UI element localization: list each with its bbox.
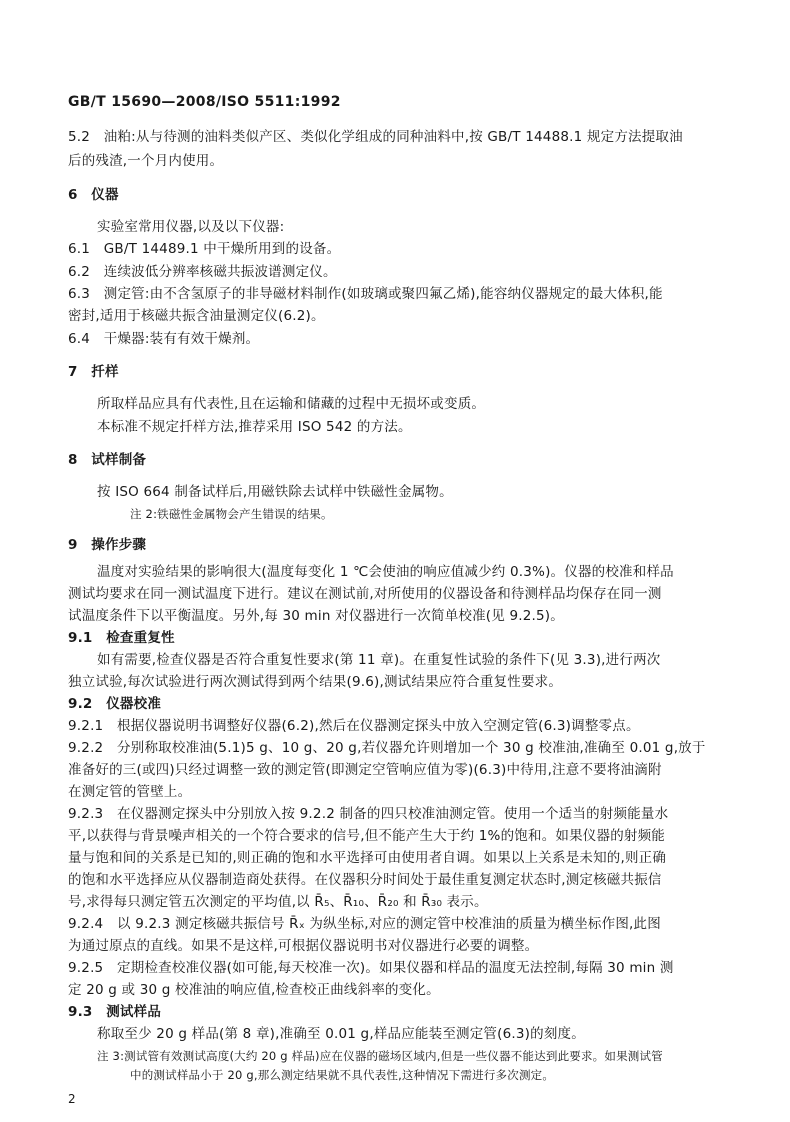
- clause-9-2-3-line-5: 号,求得每只测定管五次测定的平均值,以 R̄₅、R̄₁₀、R̄₂₀ 和 R̄₃₀ 表示。: [68, 894, 488, 910]
- page-number: 2: [68, 1092, 76, 1106]
- paragraph-line: 温度对实验结果的影响很大(温度每变化 1 ℃会使油的响应值减少约 0.3%)。仪器的校准和样品: [97, 564, 674, 580]
- paragraph-line: 测试均要求在同一测试温度下进行。建议在测试前,对所使用的仪器设备和待测样品均保存在同一测: [68, 586, 662, 602]
- clause-9-2-2-line-1: 9.2.2 分别称取校准油(5.1)5 g、10 g、20 g,若仪器允许则增加一个 30 g 校准油,准确至 0.01 g,放于: [68, 740, 706, 756]
- clause-9-2-3-line-3: 量与饱和间的关系是已知的,则正确的饱和水平选择可由使用者自调。如果以上关系是未知的,则正确: [68, 850, 667, 866]
- clause-9-2-5-line-2: 定 20 g 或 30 g 校准油的响应值,检查校正曲线斜率的变化。: [68, 982, 440, 998]
- clause-6-3-line-2: 密封,适用于核磁共振含油量测定仪(6.2)。: [68, 308, 325, 324]
- section-9-1-heading: 9.1 检查重复性: [68, 630, 175, 646]
- paragraph-line: 按 ISO 664 制备试样后,用磁铁除去试样中铁磁性金属物。: [97, 484, 453, 500]
- paragraph-line: 本标准不规定扦样方法,推荐采用 ISO 542 的方法。: [97, 419, 412, 435]
- section-7-heading: 7 扦样: [68, 364, 119, 380]
- clause-9-2-1: 9.2.1 根据仪器说明书调整好仪器(6.2),然后在仪器测定探头中放入空测定管(6.3)调整零点。: [68, 718, 640, 734]
- paragraph-line: 实验室常用仪器,以及以下仪器:: [97, 219, 285, 235]
- clause-6-4: 6.4 干燥器:装有有效干燥剂。: [68, 331, 260, 347]
- clause-6-1: 6.1 GB/T 14489.1 中干燥所用到的设备。: [68, 241, 341, 257]
- section-9-2-heading: 9.2 仪器校准: [68, 696, 162, 712]
- clause-9-2-3-line-2: 平,以获得与背景噪声相关的一个符合要求的信号,但不能产生大于约 1%的饱和。如果仪器的射频能: [68, 828, 665, 844]
- section-9-heading: 9 操作步骤: [68, 537, 147, 553]
- standard-header: GB/T 15690—2008/ISO 5511:1992: [68, 94, 341, 110]
- clause-9-2-5-line-1: 9.2.5 定期检查校准仪器(如可能,每天校准一次)。如果仪器和样品的温度无法控制,每隔 30 min 测: [68, 960, 674, 976]
- paragraph-line: 独立试验,每次试验进行两次测试得到两个结果(9.6),测试结果应符合重复性要求。: [68, 674, 563, 690]
- paragraph-line: 试温度条件下以平衡温度。另外,每 30 min 对仪器进行一次简单校准(见 9.2.5)。: [68, 608, 564, 624]
- clause-9-2-2-line-2: 准备好的三(或四)只经过调整一致的测定管(即测定空管响应值为零)(6.3)中待用,注意不要将油滴附: [68, 762, 662, 778]
- section-9-3-heading: 9.3 测试样品: [68, 1004, 162, 1020]
- section-6-heading: 6 仪器: [68, 187, 119, 203]
- paragraph-line: 所取样品应具有代表性,且在运输和储藏的过程中无损坏或变质。: [97, 396, 486, 412]
- clause-9-2-4-line-2: 为通过原点的直线。如果不是这样,可根据仪器说明书对仪器进行必要的调整。: [68, 938, 539, 954]
- clause-9-2-2-line-3: 在测定管的管壁上。: [68, 784, 192, 800]
- section-8-heading: 8 试样制备: [68, 452, 147, 468]
- clause-5-2-line-2: 后的残渣,一个月内使用。: [68, 153, 224, 169]
- paragraph-line: 如有需要,检查仪器是否符合重复性要求(第 11 章)。在重复性试验的条件下(见 3.3),进行两次: [97, 652, 661, 668]
- note-2: 注 2:铁磁性金属物会产生错误的结果。: [130, 507, 333, 521]
- note-3-line-1: 注 3:测试管有效测试高度(大约 20 g 样品)应在仪器的磁场区域内,但是一些仪器不能达到此要求。如果测试管: [97, 1049, 663, 1063]
- clause-6-3-line-1: 6.3 测定管:由不含氢原子的非导磁材料制作(如玻璃或聚四氟乙烯),能容纳仪器规定的最大体积,能: [68, 286, 663, 302]
- paragraph-line: 称取至少 20 g 样品(第 8 章),准确至 0.01 g,样品应能装至测定管(6.3)的刻度。: [97, 1026, 585, 1042]
- clause-6-2: 6.2 连续波低分辨率核磁共振波谱测定仪。: [68, 264, 337, 280]
- note-3-line-2: 中的测试样品小于 20 g,那么测定结果就不具代表性,这种情况下需进行多次测定。: [130, 1068, 555, 1082]
- clause-9-2-3-line-4: 的饱和水平选择应从仪器制造商处获得。在仪器积分时间处于最佳重复测定状态时,测定核磁共振信: [68, 872, 662, 888]
- clause-5-2-line-1: 5.2 油粕:从与待测的油料类似产区、类似化学组成的同种油料中,按 GB/T 14488.1 规定方法提取油: [68, 129, 683, 145]
- clause-9-2-4-line-1: 9.2.4 以 9.2.3 测定核磁共振信号 R̄ₓ 为纵坐标,对应的测定管中校准油的质量为横坐标作图,此图: [68, 916, 661, 932]
- clause-9-2-3-line-1: 9.2.3 在仪器测定探头中分别放入按 9.2.2 制备的四只校准油测定管。使用一个适当的射频能量水: [68, 806, 669, 822]
